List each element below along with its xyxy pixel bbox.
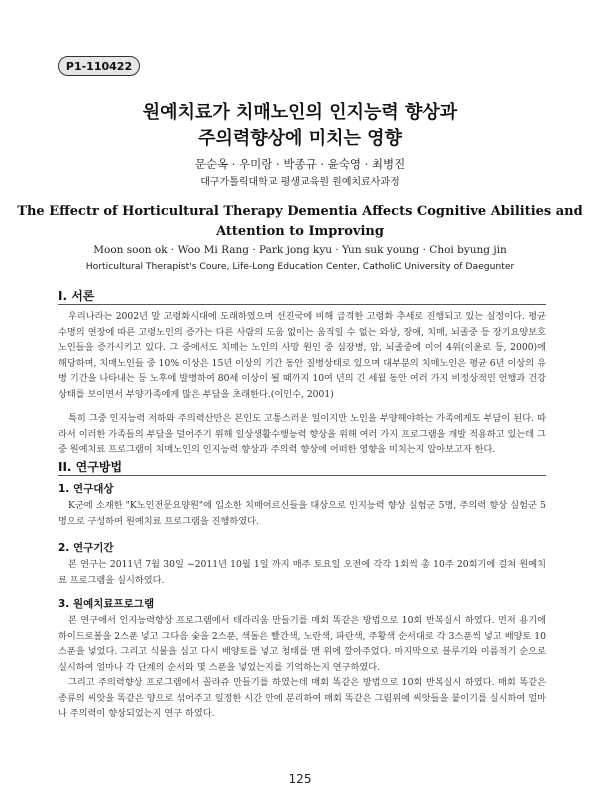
subjects-paragraph: K군에 소재한 "K노인전문요양원"에 입소한 치매어르신들을 대상으로 인지능력 향상 실험군 5명, 주의력 향상 실험군 5명으로 구성하여 원예치료 프로그램을 진행하였다.: [58, 500, 546, 527]
english-title-line-2: Attention to Improving: [216, 224, 384, 239]
section-divider: [58, 304, 546, 305]
intro-paragraph-1: 우리나라는 2002년 말 고령화시대에 도래하였으며 선진국에 비해 급격한 고령화 추세로 진행되고 있는 실정이다. 평균수명의 연장에 따른 고령노인의 증가는 다른 사람의 도움 없이는 움직일 수 없는 와상, 장애, 치매, 뇌졸중 등 장기요양보호노인들을 증가시키고 있다. 그 중에서도 치매는 노인의 사망 원인 중 심장병, 암, 뇌졸중에 이어 4위(이윤로 등, 2000)에 해당하며, 치매노인들 중 10% 이상은 15년 이상의 기간 동안 질병상태로 있으며 대부분의 치매노인은 평균 6년 이상의 유병 기간을 나타내는 등 노후에 발병하여 80세 이상이 될 때까지 10여 년의 긴 세월 동안 여러 가지 비정상적인 언행과 건강상태를 보이면서 부양가족에게 많은 부담을 초래한다.(이인수, 2001): [58, 311, 546, 400]
paper-id-badge: P1-110422: [58, 56, 140, 76]
section-divider: [58, 475, 546, 476]
korean-affiliation: 대구가톨릭대학교 평생교육원 원예치료사과정: [200, 177, 400, 188]
subsection-heading-program: 3. 원예치료프로그램: [58, 598, 155, 610]
subsection-heading-subjects: 1. 연구대상: [58, 483, 114, 495]
subsection-heading-period: 2. 연구기간: [58, 542, 114, 554]
intro-paragraph-2: 특히 그중 인지능력 저하와 주의력산만은 본인도 고통스러운 일이지만 노인을 부양해야하는 가족에게도 부담이 된다. 따라서 이러한 가족들의 부담을 덜어주기 위해 일상생활수행능력 향상을 위해 여러 가지 프로그램을 개발 적용하고 있는데 그중 원예치료 프로그램이 치매노인의 인지능력 향상과 주의력 향상에 어떠한 영향을 미치는지 알아보고자 한다.: [58, 413, 546, 456]
korean-title-line-2: 주의력향상에 미치는 영향: [198, 128, 402, 149]
korean-authors: 문순옥 · 우미랑 · 박종규 · 윤숙영 · 최병진: [194, 157, 406, 171]
period-paragraph: 본 연구는 2011년 7월 30일 ~2011년 10월 1일 까지 매주 토요일 오전에 각각 1회씩 총 10주 20회기에 걸쳐 원예치료 프로그램을 실시하였다.: [58, 559, 546, 586]
section-heading-introduction: I. 서론: [58, 289, 95, 303]
program-paragraph-1: 본 연구에서 인지능력향상 프로그램에서 테라리움 만들기를 매회 똑같은 방법으로 10회 반복실시 하였다. 먼저 용기에 하이드로볼을 2스푼 넣고 그다음 숯을 2스푼, 색돌은 빨간색, 노란색, 파란색, 주황색 순서대로 각 3스푼씩 넣고 배양토 10스푼을 넣었다. 그리고 식물을 심고 다시 배양토를 넣고 청태를 맨 위에 깔아주었다. 마지막으로 블루기와 이름적기 순으로 실시하여 얼마나 각 단계의 순서와 몇 스푼을 넣었는지를 기억하는지 연구하였다.: [58, 615, 546, 673]
program-paragraph-2: 그리고 주의력향상 프로그램에서 꼴라쥬 만들기를 하였는데 매회 똑같은 방법으로 10회 반복실시 하였다. 매회 똑같은 종류의 씨앗을 똑같은 양으로 섞어주고 일정한 시간 안에 분리하여 매회 똑같은 그림위에 씨앗들을 붙이기를 실시하여 얼마나 주의력이 향상되었는지 연구 하였다.: [58, 677, 546, 720]
page-number: 125: [288, 772, 312, 786]
section-heading-methods: II. 연구방법: [58, 460, 123, 474]
english-affiliation: Horticultural Therapist's Coure, Life-Long Education Center, CatholiC University of Daegunter: [85, 261, 515, 272]
english-title-line-1: The Effectr of Horticultural Therapy Dementia Affects Cognitive Abilities and: [17, 204, 583, 219]
english-authors: Moon soon ok · Woo Mi Rang · Park jong kyu · Yun suk young · Choi byung jin: [93, 244, 507, 256]
korean-title-line-1: 원예치료가 치매노인의 인지능력 향상과: [142, 102, 458, 123]
